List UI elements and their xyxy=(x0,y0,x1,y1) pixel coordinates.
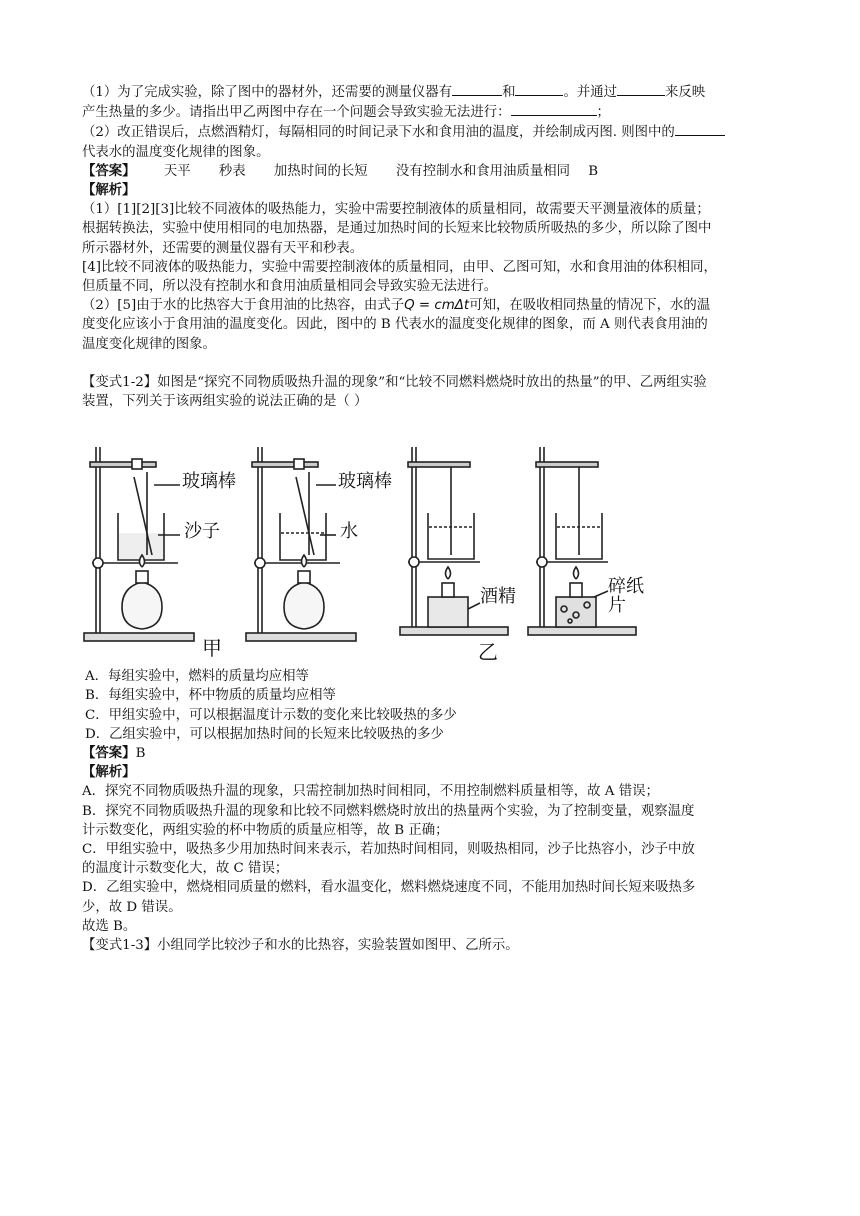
question-line xyxy=(82,122,782,142)
answer-blank[interactable] xyxy=(511,102,597,116)
explanation-line: A．探究不同物质吸热升温的现象，只需控制加热时间相同，不用控制燃料质量相等，故 A 错误； xyxy=(82,784,659,800)
explanation-line: [4]比较不同液体的吸热能力，实验中需要控制液体的质量相同，由甲、乙图可知，水和食用油的体积相同， xyxy=(82,259,717,275)
explanation-tag: 【解析】 xyxy=(82,764,136,781)
explanation-line: 故选 B。 xyxy=(82,918,137,934)
explanation-line: 少，故 D 错误。 xyxy=(82,899,182,915)
explanation-line xyxy=(82,296,782,315)
answer-blank[interactable] xyxy=(452,82,502,96)
option-b: B．每组实验中，杯中物质的质量均应相等 xyxy=(85,688,336,704)
explanation-line: C．甲组实验中，吸热多少用加热时间来表示，若加热时间相同，则吸热相同，沙子比热容小，沙子中放 xyxy=(82,842,695,858)
question-text: 产生热量的多少。请指出甲乙两图中存在一个问题会导致实验无法进行： xyxy=(82,105,511,121)
question-line: 【变式1-2】如图是“探究不同物质吸热升温的现象”和“比较不同燃料燃烧时放出的热量”的甲、乙两组实验 xyxy=(82,374,707,390)
answer-item: 加热时间的长短 xyxy=(273,163,368,179)
explanation-tag: 【解析】 xyxy=(82,182,136,199)
question-line: 代表水的温度变化规律的图象。 xyxy=(82,144,270,160)
explanation-text: 可知，在吸收相同热量的情况下，水的温 xyxy=(469,298,711,314)
answer-item: B xyxy=(588,163,599,179)
answer-item: 秒表 xyxy=(218,163,246,179)
answer-item: 天平 xyxy=(163,163,191,179)
answer-line xyxy=(82,744,782,763)
apparatus-drawing xyxy=(82,417,652,663)
question-text: 和 xyxy=(502,85,516,100)
question-line xyxy=(82,82,782,102)
heat-formula: Q = cmΔt xyxy=(404,298,470,314)
question-line xyxy=(82,102,782,122)
answer-blank[interactable] xyxy=(617,82,665,96)
explanation-line: 计示数变化，两组实验的杯中物质的质量应相等，故 B 正确； xyxy=(82,822,449,838)
label-sand: 沙子 xyxy=(184,521,220,543)
question-text: ； xyxy=(596,105,610,121)
question-text: 。并通过 xyxy=(563,85,618,100)
explanation-line: 但质量不同，所以没有控制水和食用油质量相同会导致实验无法进行。 xyxy=(82,279,498,295)
label-paper-scraps: 碎纸片 xyxy=(608,576,644,617)
answer-tag: 【答案】 xyxy=(82,162,136,179)
explanation-line: 所示器材外，还需要的测量仪器有天平和秒表。 xyxy=(82,240,364,256)
explanation-line: 度变化应该小于食用油的温度变化。因此，图中的 B 代表水的温度变化规律的图象，而 A 则代表食用油的 xyxy=(82,317,708,333)
explanation-line: 根据转换法，实验中使用相同的电加热器，是通过加热时间的长短来比较物质所吸热的多少，所以除了图中 xyxy=(82,221,712,237)
answer-tag: 【答案】 xyxy=(82,745,136,762)
question-line: 装置，下列关于该两组实验的说法正确的是（ ） xyxy=(82,394,368,410)
question-text: 来反映 xyxy=(665,85,706,100)
label-glass-rod: 玻璃棒 xyxy=(338,471,392,493)
answer-blank[interactable] xyxy=(675,122,725,136)
explanation-line: D．乙组实验中，燃烧相同质量的燃料，看水温变化，燃料燃烧速度不同，不能用加热时间长短来吸热多 xyxy=(82,880,696,896)
option-d: D．乙组实验中，可以根据加热时间的长短来比较吸热的多少 xyxy=(85,726,444,742)
answer-value: B xyxy=(135,746,146,762)
option-c: C．甲组实验中，可以根据温度计示数的变化来比较吸热的多少 xyxy=(85,707,457,723)
explanation-line: （1）[1][2][3]比较不同液体的吸热能力，实验中需要控制液体的质量相同，故需要天平测量液体的质量； xyxy=(82,202,710,218)
explanation-line: 的温度计示数变化大，故 C 错误； xyxy=(82,861,289,877)
question-text: （1）为了完成实验，除了图中的器材外，还需要的测量仪器有 xyxy=(82,85,453,100)
question-line: 【变式1-3】小组同学比较沙子和水的比热容，实验装置如图甲、乙所示。 xyxy=(82,938,519,954)
explanation-line: B．探究不同物质吸热升温的现象和比较不同燃料燃烧时放出的热量两个实验，为了控制变量，观察温度 xyxy=(82,803,695,819)
option-a: A．每组实验中，燃料的质量均应相等 xyxy=(85,669,309,685)
experiment-figure xyxy=(82,417,652,663)
document-page xyxy=(82,82,782,955)
group-label-jia: 甲 xyxy=(202,636,222,661)
answer-line xyxy=(82,162,782,181)
answer-blank[interactable] xyxy=(515,82,563,96)
label-alcohol: 酒精 xyxy=(480,586,516,608)
group-label-yi: 乙 xyxy=(478,640,498,665)
question-text: （2）改正错误后，点燃酒精灯，每隔相同的时间记录下水和食用油的温度，并绘制成丙图. 则图中的 xyxy=(82,125,675,141)
explanation-text: （2）[5]由于水的比热容大于食用油的比热容，由式子 xyxy=(82,298,405,314)
label-water: 水 xyxy=(340,521,358,543)
label-glass-rod: 玻璃棒 xyxy=(182,471,236,493)
answer-item: 没有控制水和食用油质量相同 xyxy=(395,163,570,179)
explanation-line: 温度变化规律的图象。 xyxy=(82,336,216,352)
